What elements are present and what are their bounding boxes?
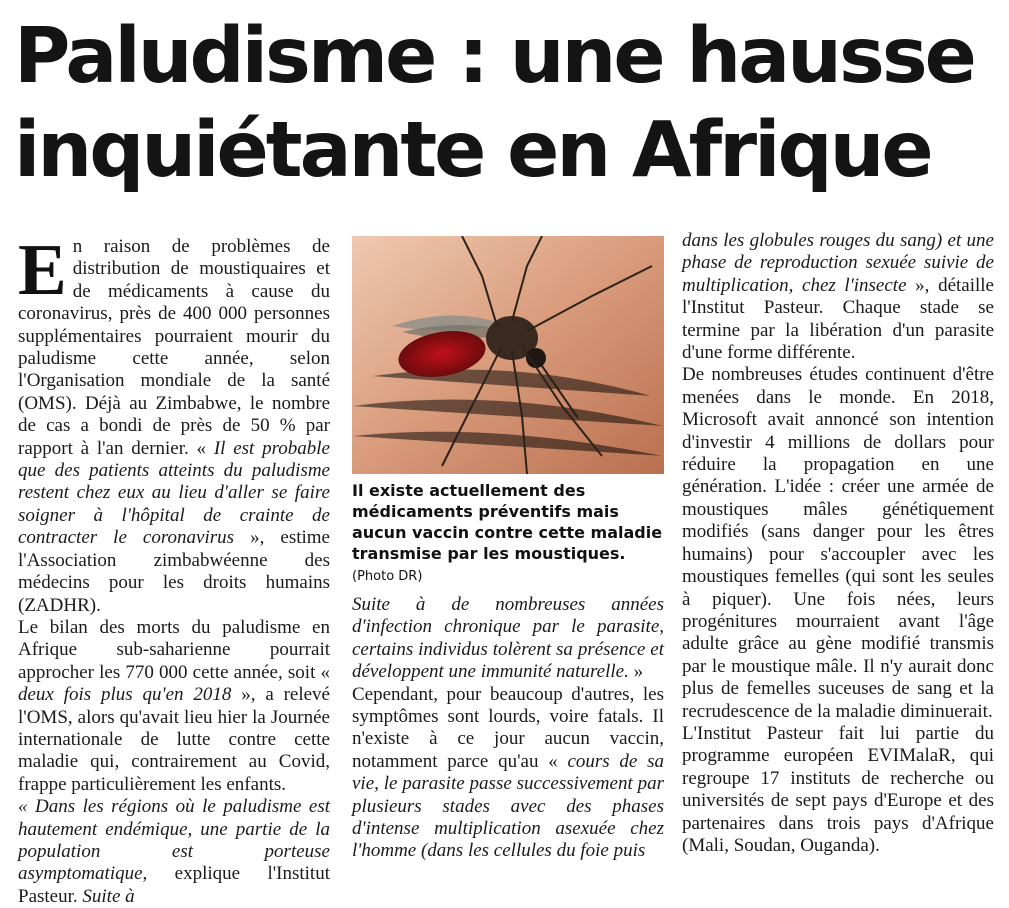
paragraph-4 [352,684,664,863]
p1-quote: Il est probable que des patients atteints du paludisme restent chez eux au lieu d'aller se faire soigner à l'hôpital de crainte de contracter le coronavirus [18,437,330,549]
p2-lead: Le bilan des morts du paludisme en Afrique sub-saharienne pourrait approcher les 770 000 cette année, soit « [18,616,330,683]
p1-lead: n raison de problèmes de distribution de moustiquaires et de médicaments à cause du coronavirus, près de 400 000 personnes supplémentaires pourraient mourir du paludisme cette année, selon l'Organisation mondiale de la santé (OMS). Déjà au Zimbabwe, le nombre de cas a bondi de près de 50 % par rapport à l'an dernier. « [18,236,330,459]
drop-cap: E [18,229,67,310]
mosquito-image-icon [352,236,664,474]
photo-caption [352,480,664,587]
p3-mid: , explique l'Institut Pasteur. [18,863,330,907]
mosquito-photo [352,236,664,474]
article-column-1 [18,229,330,908]
paragraph-4-continued [682,230,994,364]
p3-quote-2: Suite à de nombreuses années d'infection chronique par le parasite, certains individus tolèrent sa présence et développent une immunité naturelle. [352,594,664,683]
p2-tail: », a relevé l'OMS, alors qu'avait lieu hier la Journée internationale de lutte contre cette maladie qui, contrairement au Covid, frappe particulièrement les enfants. [18,684,330,795]
caption-text: Il existe actuellement des médicaments préventifs mais aucun vaccin contre cette maladie transmise par les moustiques. [352,481,663,563]
headline [14,10,999,198]
p4-quote: dans les globules rouges du sang) et une phase de reproduction sexuée suivie de multiplication, chez l'insecte [682,230,994,296]
p3-suite: Suite à [82,885,135,907]
paragraph-5: De nombreuses études continuent d'être menées dans le monde. En 2018, Microsoft avait annoncé son intention d'investir 4 millions de dollars pour réduire la propagation en une génération. L'idée : créer une armée de moustiques mâles génétiquement modifiés (sans danger pour les êtres humains) pour s'accoupler avec les moustiques femelles (qui sont les seules à piquer). Une fois nées, leurs progénitures mourraient avant l'âge adulte grâce au gène modifié transmis par le moustique mâle. Il n'y aurait donc plus de femelles suceuses de sang et la recrudescence de la maladie diminuerait. [682,364,994,722]
p4-quote: cours de sa vie, le parasite passe successivement par plusieurs stades avec des phases d'intense multiplication asexuée chez l'homme (dans les cellules du foie puis [352,750,664,862]
paragraph-2 [18,617,330,796]
p2-quote: deux fois plus qu'en 2018 [18,684,232,706]
article-column-2 [352,594,664,863]
p4-lead: Cependant, pour beaucoup d'autres, les symptômes sont lourds, voire fatals. Il n'existe à ce jour aucun vaccin, notamment parce qu'au « [352,683,664,772]
p3-tail: » [628,661,644,683]
p3-quote-1: « Dans les régions où le paludisme est hautement endémique, une partie de la population est porteuse asymptomatique [18,796,330,885]
article-column-3 [682,230,994,857]
paragraph-6: L'Institut Pasteur fait lui partie du programme européen EVIMalaR, qui regroupe 17 instituts de recherche ou universités de sept pays d'Europe et des partenaires dans trois pays d'Afrique (Mali, Soudan, Ouganda). [682,722,994,856]
paragraph-1 [18,229,330,617]
p4-tail: », détaille l'Institut Pasteur. Chaque stade se termine par la libération d'un parasite d'une forme différente. [682,274,994,364]
headline-line-1: Paludisme : une hausse [14,12,974,101]
paragraph-3-end [352,594,664,684]
headline-line-2: inquiétante en Afrique [14,106,931,195]
photo-credit: (Photo DR) [352,569,423,584]
p1-tail: », estime l'Association zimbabwéenne des médecins pour les droits humains (ZADHR). [18,527,330,616]
paragraph-3-start [18,796,330,908]
